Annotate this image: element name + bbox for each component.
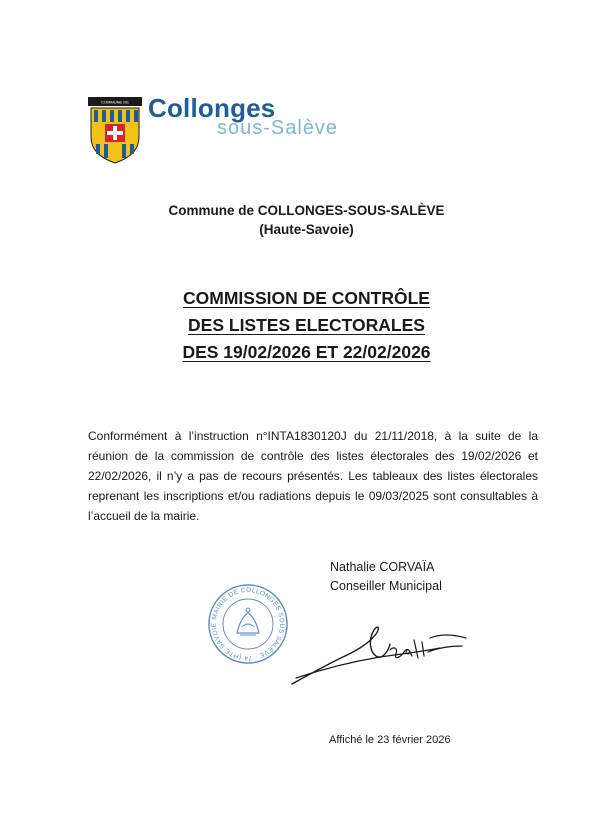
title-line-3: DES 19/02/2026 ET 22/02/2026: [182, 342, 431, 362]
body-paragraph: Conformément à l’instruction n°INTA1830120J du 21/11/2018, à la suite de la réunion de la commission de contrôle des listes électorales des 19/02/2026 et 22/02/2026, il n’y a pas de recours présentés. Les tableaux des listes électorales reprenant les inscriptions et/ou radiations depuis le 09/03/2025 sont consultables à l’accueil de la mairie.: [88, 429, 538, 523]
logo-subtitle: sous-Salève: [217, 117, 339, 139]
svg-text:COMMUNE DE: COMMUNE DE: [101, 99, 129, 105]
mairie-stamp: [207, 583, 289, 665]
posting-date: Affiché le 23 février 2026: [329, 734, 451, 746]
commune-region: (Haute-Savoie): [259, 222, 354, 237]
signer-name: Nathalie CORVAÏA: [330, 560, 435, 574]
title-line-1: COMMISSION DE CONTRÔLE: [183, 288, 430, 308]
signer-block: [330, 558, 442, 596]
commune-name: Commune de COLLONGES-SOUS-SALÈVE: [168, 203, 445, 218]
title-line-2: DES LISTES ELECTORALES: [188, 315, 425, 335]
commune-crest-logo: [88, 97, 142, 165]
signer-role: Conseiller Municipal: [330, 579, 442, 593]
handwritten-signature: [290, 612, 475, 687]
svg-text:MAIRIE DE COLLONGES SOUS SALÈV: MAIRIE DE COLLONGES SOUS SALÈVE · 74 (HTE SAVOIE: [210, 586, 286, 662]
commune-header: [0, 201, 613, 239]
document-title: [0, 285, 613, 366]
logo-wordmark: Collonges: [148, 93, 276, 123]
